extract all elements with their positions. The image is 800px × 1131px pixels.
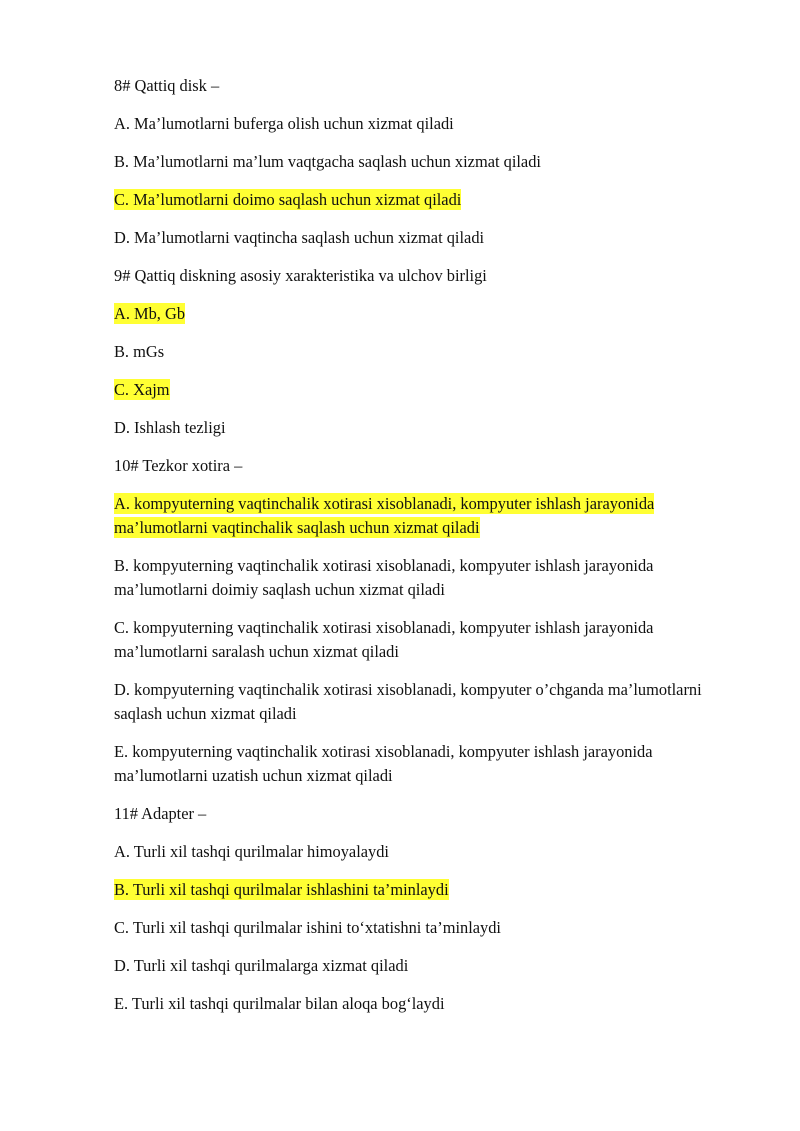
question-title: 10# Tezkor xotira – [114, 456, 243, 475]
answer-option: E. Turli xil tashqi qurilmalar bilan aloqa bog‘laydi [114, 994, 445, 1013]
answer-option: B. kompyuterning vaqtinchalik xotirasi xisoblanadi, kompyuter ishlash jarayonida ma’lumotlarni doimiy saqlash uchun xizmat qiladi [114, 556, 654, 599]
answer-option-highlighted: C. Ma’lumotlarni doimo saqlash uchun xizmat qiladi [114, 190, 462, 209]
question-title: 9# Qattiq diskning asosiy xarakteristika va ulchov birligi [114, 266, 487, 285]
answer-option: D. Ishlash tezligi [114, 418, 226, 437]
answer-option: E. kompyuterning vaqtinchalik xotirasi xisoblanadi, kompyuter ishlash jarayonida ma’lumotlarni uzatish uchun xizmat qiladi [114, 742, 653, 785]
question-title: 8# Qattiq disk – [114, 76, 220, 95]
answer-option: D. Ma’lumotlarni vaqtincha saqlash uchun xizmat qiladi [114, 228, 485, 247]
answer-option: A. Ma’lumotlarni buferga olish uchun xizmat qiladi [114, 114, 454, 133]
answer-option: C. Turli xil tashqi qurilmalar ishini to‘xtatishni ta’minlaydi [114, 918, 501, 937]
answer-option: A. Turli xil tashqi qurilmalar himoyalaydi [114, 842, 389, 861]
answer-option-highlighted: A. Mb, Gb [114, 304, 186, 323]
question-11 [114, 802, 744, 1016]
document-page [114, 74, 744, 1030]
question-10 [114, 454, 744, 788]
answer-option: B. Ma’lumotlarni ma’lum vaqtgacha saqlash uchun xizmat qiladi [114, 152, 541, 171]
question-8 [114, 74, 744, 250]
answer-option: B. mGs [114, 342, 165, 361]
answer-option-highlighted: B. Turli xil tashqi qurilmalar ishlashini ta’minlaydi [114, 880, 449, 899]
answer-option: D. kompyuterning vaqtinchalik xotirasi xisoblanadi, kompyuter o’chganda ma’lumotlarni saqlash uchun xizmat qiladi [114, 680, 702, 723]
question-9 [114, 264, 744, 440]
answer-option-highlighted: A. kompyuterning vaqtinchalik xotirasi xisoblanadi, kompyuter ishlash jarayonida ma’lumotlarni vaqtinchalik saqlash uchun xizmat qiladi [114, 494, 655, 537]
question-title: 11# Adapter – [114, 804, 207, 823]
answer-option: D. Turli xil tashqi qurilmalarga xizmat qiladi [114, 956, 409, 975]
answer-option-highlighted: C. Xajm [114, 380, 170, 399]
answer-option: C. kompyuterning vaqtinchalik xotirasi xisoblanadi, kompyuter ishlash jarayonida ma’lumotlarni saralash uchun xizmat qiladi [114, 618, 654, 661]
